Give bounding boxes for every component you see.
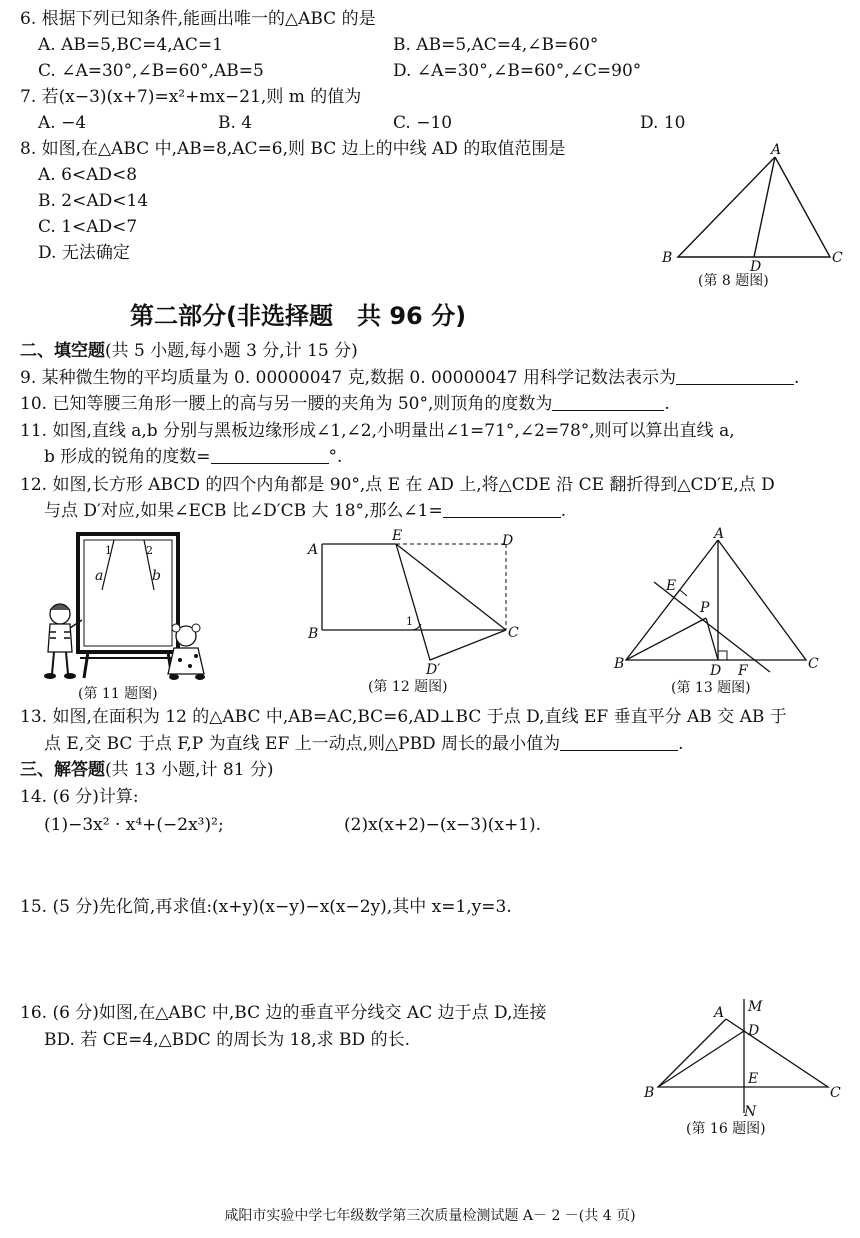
page-footer: 咸阳市实验中学七年级数学第三次质量检测试题 A－ 2 －(共 4 页): [224, 1208, 636, 1224]
fig16-label-b: B: [644, 1085, 655, 1101]
q12-answer-blank[interactable]: [443, 501, 561, 518]
q6-option-d: D. ∠A=30°,∠B=60°,∠C=90°: [393, 61, 642, 81]
fig8-label-d: D: [750, 259, 762, 275]
fig12-label-b: B: [308, 626, 319, 642]
q13-text: 点 E,交 BC 于点 F,P 为直线 EF 上一动点,则△PBD 周长的最小值为: [44, 734, 561, 754]
q13-answer-blank[interactable]: [560, 734, 678, 751]
fig8-caption: (第 8 题图): [698, 273, 769, 289]
figure-13: [610, 526, 825, 680]
q6-option-c: C. ∠A=30°,∠B=60°,AB=5: [38, 61, 264, 81]
fig16-label-e: E: [748, 1071, 759, 1087]
q7-stem: 7. 若(x−3)(x+7)=x²+mx−21,则 m 的值为: [20, 87, 362, 107]
fig16-label-a: A: [714, 1005, 725, 1021]
fig16-label-m: M: [748, 999, 763, 1015]
fig16-caption: (第 16 题图): [686, 1121, 766, 1137]
q6-option-b: B. AB=5,AC=4,∠B=60°: [393, 35, 599, 55]
q8-option-d: D. 无法确定: [38, 243, 130, 263]
fig12-label-a: A: [308, 542, 319, 558]
q11-end: °.: [328, 447, 343, 467]
fig12-label-1: 1: [406, 615, 413, 628]
q6-stem: 6. 根据下列已知条件,能画出唯一的△ABC 的是: [20, 9, 376, 29]
q7-option-b: B. 4: [218, 113, 253, 133]
q8-stem: 8. 如图,在△ABC 中,AB=8,AC=6,则 BC 边上的中线 AD 的取值范围是: [20, 139, 566, 159]
figure-12: [300, 530, 530, 680]
part3-title: 三、解答题: [20, 760, 105, 780]
fig8-label-b: B: [662, 250, 673, 266]
q10-text: 10. 已知等腰三角形一腰上的高与另一腰的夹角为 50°,则顶角的度数为: [20, 394, 553, 414]
q11-text: b 形成的锐角的度数=: [44, 447, 211, 467]
q15-text: 15. (5 分)先化简,再求值:(x+y)(x−y)−x(x−2y),其中 x=1,y=3.: [20, 897, 512, 917]
q9-text: 9. 某种微生物的平均质量为 0. 00000047 克,数据 0. 00000047 用科学记数法表示为: [20, 368, 676, 388]
q6-option-a: A. AB=5,BC=4,AC=1: [38, 35, 223, 55]
q10-end: .: [664, 394, 670, 414]
q13-end: .: [678, 734, 684, 754]
q12-end: .: [560, 501, 567, 521]
q12-line2: [44, 500, 566, 522]
fig13-caption: (第 13 题图): [671, 680, 751, 696]
q11-answer-blank[interactable]: [211, 447, 329, 464]
q7-option-c: C. −10: [393, 113, 453, 133]
q9-answer-blank[interactable]: [676, 368, 794, 385]
fig13-label-a: A: [714, 526, 725, 542]
q16-line2: BD. 若 CE=4,△BDC 的周长为 18,求 BD 的长.: [44, 1030, 410, 1050]
fig8-label-a: A: [771, 142, 782, 158]
section-2-title: 第二部分(非选择题 共 96 分): [130, 302, 467, 330]
q16-line1: 16. (6 分)如图,在△ABC 中,BC 边的垂直平分线交 AC 边于点 D,连接: [20, 1003, 547, 1023]
q14-stem: 14. (6 分)计算:: [20, 787, 139, 807]
q9-end: .: [793, 368, 800, 388]
part3-heading: [20, 759, 274, 781]
q14-part2: (2)x(x+2)−(x−3)(x+1).: [344, 815, 542, 835]
figure-11: [40, 528, 210, 688]
part2-heading: [20, 340, 358, 362]
q12-line1: 12. 如图,长方形 ABCD 的四个内角都是 90°,点 E 在 AD 上,将△CDE 沿 CE 翻折得到△CD′E,点 D: [20, 475, 775, 495]
q11-line2: [44, 446, 342, 468]
q10-answer-blank[interactable]: [552, 394, 664, 411]
q8-option-c: C. 1<AD<7: [38, 217, 138, 237]
fig11-label-1: 1: [105, 544, 112, 557]
fig13-label-p: P: [700, 600, 710, 616]
q12-text: 与点 D′对应,如果∠ECB 比∠D′CB 大 18°,那么∠1=: [44, 501, 443, 521]
q11-line1: 11. 如图,直线 a,b 分别与黑板边缘形成∠1,∠2,小明量出∠1=71°,∠2=78°,则可以算出直线 a,: [20, 421, 735, 441]
q8-option-a: A. 6<AD<8: [38, 165, 138, 185]
fig13-label-e: E: [666, 578, 677, 594]
fig11-label-2: 2: [146, 544, 153, 557]
fig13-label-c: C: [808, 656, 819, 672]
fig13-label-b: B: [614, 656, 625, 672]
q9: [20, 367, 799, 389]
part2-note: (共 5 小题,每小题 3 分,计 15 分): [105, 341, 358, 361]
fig16-label-n: N: [744, 1104, 757, 1120]
q13-line1: 13. 如图,在面积为 12 的△ABC 中,AB=AC,BC=6,AD⊥BC 于点 D,直线 EF 垂直平分 AB 交 AB 于: [20, 707, 787, 727]
part2-title: 二、填空题: [20, 341, 105, 361]
fig16-label-c: C: [830, 1085, 841, 1101]
q10: [20, 393, 670, 415]
q13-line2: [44, 733, 684, 755]
part3-note: (共 13 小题,计 81 分): [105, 760, 274, 780]
q7-option-a: A. −4: [38, 113, 87, 133]
fig12-label-d: D: [502, 533, 514, 549]
fig13-label-d: D: [710, 663, 722, 679]
fig12-label-e: E: [392, 528, 403, 544]
fig8-label-c: C: [832, 250, 843, 266]
fig12-label-c: C: [508, 625, 519, 641]
fig12-label-dp: D′: [426, 662, 441, 678]
fig16-label-d: D: [748, 1023, 760, 1039]
q14-part1: (1)−3x² · x⁴+(−2x³)²;: [44, 815, 224, 835]
fig11-caption: (第 11 题图): [78, 686, 158, 702]
figure-16: [640, 995, 845, 1120]
figure-8: [650, 142, 850, 275]
fig12-caption: (第 12 题图): [368, 679, 448, 695]
fig11-label-b: b: [152, 568, 161, 584]
q8-option-b: B. 2<AD<14: [38, 191, 149, 211]
fig13-label-f: F: [738, 663, 748, 679]
fig11-label-a: a: [95, 568, 104, 584]
q7-option-d: D. 10: [640, 113, 686, 133]
